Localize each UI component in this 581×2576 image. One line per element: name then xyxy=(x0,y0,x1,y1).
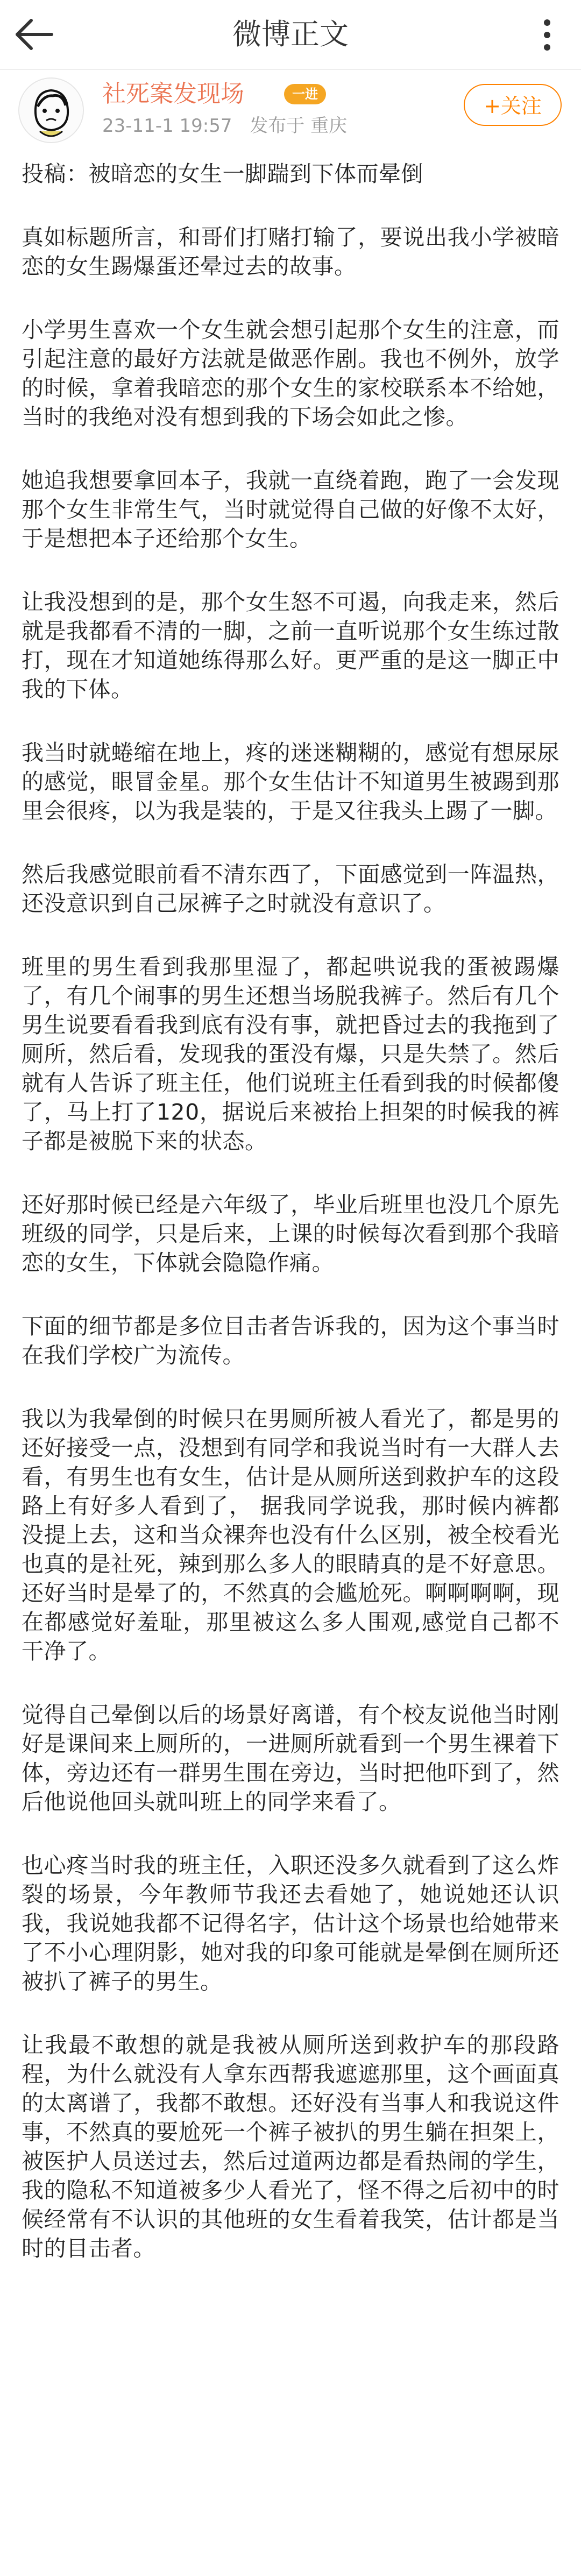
post-paragraph: 她追我想要拿回本子，我就一直绕着跑，跑了一会发现那个女生非常生气，当时就觉得自己做的好像不太好，于是想把本子还给那个女生。 xyxy=(22,468,559,551)
post-paragraph: 班里的男生看到我那里湿了，都起哄说我的蛋被踢爆了，有几个闹事的男生还想当场脱我裤子。然后有几个男生说要看看我到底有没有事，就把昏过去的我拖到了厕所，然后看，发现我的蛋没有爆，只是失禁了。然后就有人告诉了班主任，他们说班主任看到我的时候都傻了，马上打了120，据说后来被抬上担架的时候我的裤子都是被脱下来的状态。 xyxy=(22,954,559,1154)
post-paragraph: 下面的细节都是多位目击者告诉我的，因为这个事当时在我们学校广为流传。 xyxy=(22,1313,559,1368)
post-time: 23-11-1 19:57 xyxy=(102,115,232,137)
post-paragraph: 我以为我晕倒的时候只在男厕所被人看光了，都是男的还好接受一点，没想到有同学和我说当时有一大群人去看，有男生也有女生，估计是从厕所送到救护车的这段路上有好多人看到了， 据我同学说我，那时候内裤都没提上去，这和当众裸奔也没有什么区别，被全校看光也真的是社死，辣到那么多人的眼睛真的是不好意思。还好当时是晕了的，不然真的会尴尬死。啊啊啊啊，现在都感觉好羞耻，那里被这么多人围观,感觉自己都不干净了。 xyxy=(22,1406,559,1664)
post-paragraph: 觉得自己晕倒以后的场景好离谱，有个校友说他当时刚好是课间来上厕所的，一进厕所就看到一个男生裸着下体，旁边还有一群男生围在旁边，当时把他吓到了，然后他说他回头就叫班上的同学来看了。 xyxy=(22,1702,559,1815)
post-meta xyxy=(102,114,359,138)
post-paragraph: 真如标题所言，和哥们打赌打输了，要说出我小学被暗恋的女生踢爆蛋还晕过去的故事。 xyxy=(22,224,559,279)
follow-button[interactable]: +关注 xyxy=(464,84,562,126)
author-info xyxy=(0,70,581,151)
post-body xyxy=(22,159,559,2297)
post-source: 发布于 重庆 xyxy=(250,115,348,137)
more-dots-icon xyxy=(528,16,566,54)
page-title: 微博正文 xyxy=(232,17,349,51)
author-name[interactable]: 社死案发现场 xyxy=(102,80,244,108)
post-paragraph: 小学男生喜欢一个女生就会想引起那个女生的注意，而引起注意的最好方法就是做恶作剧。我也不例外，放学的时候，拿着我暗恋的那个女生的家校联系本不给她，当时的我绝对没有想到我的下场会如此之惨。 xyxy=(22,317,559,430)
post-paragraph: 我当时就蜷缩在地上，疼的迷迷糊糊的，感觉有想尿尿的感觉，眼冒金星。那个女生估计不知道男生被踢到那里会很疼，以为我是装的，于是又往我头上踢了一脚。 xyxy=(22,740,559,824)
post-paragraph: 让我没想到的是，那个女生怒不可遏，向我走来，然后就是我都看不清的一脚，之前一直听说那个女生练过散打，现在才知道她练得那么好。更严重的是这一脚正中我的下体。 xyxy=(22,589,559,702)
post-paragraph: 还好那时候已经是六年级了，毕业后班里也没几个原先班级的同学，只是后来，上课的时候每次看到那个我暗恋的女生，下体就会隐隐作痛。 xyxy=(22,1192,559,1276)
avatar[interactable] xyxy=(18,77,84,143)
post-paragraph: 然后我感觉眼前看不清东西了，下面感觉到一阵温热，还没意识到自己尿裤子之时就没有意识了。 xyxy=(22,861,559,916)
post-paragraph: 让我最不敢想的就是我被从厕所送到救护车的那段路程，为什么就没有人拿东西帮我遮遮那里，这个画面真的太离谱了，我都不敢想。还好没有当事人和我说这件事，不然真的要尬死一个裤子被扒的男生躺在担架上，被医护人员送过去，然后过道两边都是看热闹的学生，我的隐私不知道被多少人看光了，怪不得之后初中的时候经常有不认识的其他班的女生看着我笑，估计都是当时的目击者。 xyxy=(22,2032,559,2261)
more-button[interactable] xyxy=(528,16,566,54)
post-paragraph: 投稿：被暗恋的女生一脚踹到下体而晕倒 xyxy=(22,161,423,187)
top-navigation-bar xyxy=(0,0,581,70)
post-paragraph: 也心疼当时我的班主任，入职还没多久就看到了这么炸裂的场景，今年教师节我还去看她了，她说她还认识我，我说她我都不记得名字，估计这个场景也给她带来了不小心理阴影，她对我的印象可能就是晕倒在厕所还被扒了裤子的男生。 xyxy=(22,1852,559,1994)
avatar-face-icon xyxy=(19,79,83,142)
level-badge: 一进 xyxy=(284,84,326,104)
